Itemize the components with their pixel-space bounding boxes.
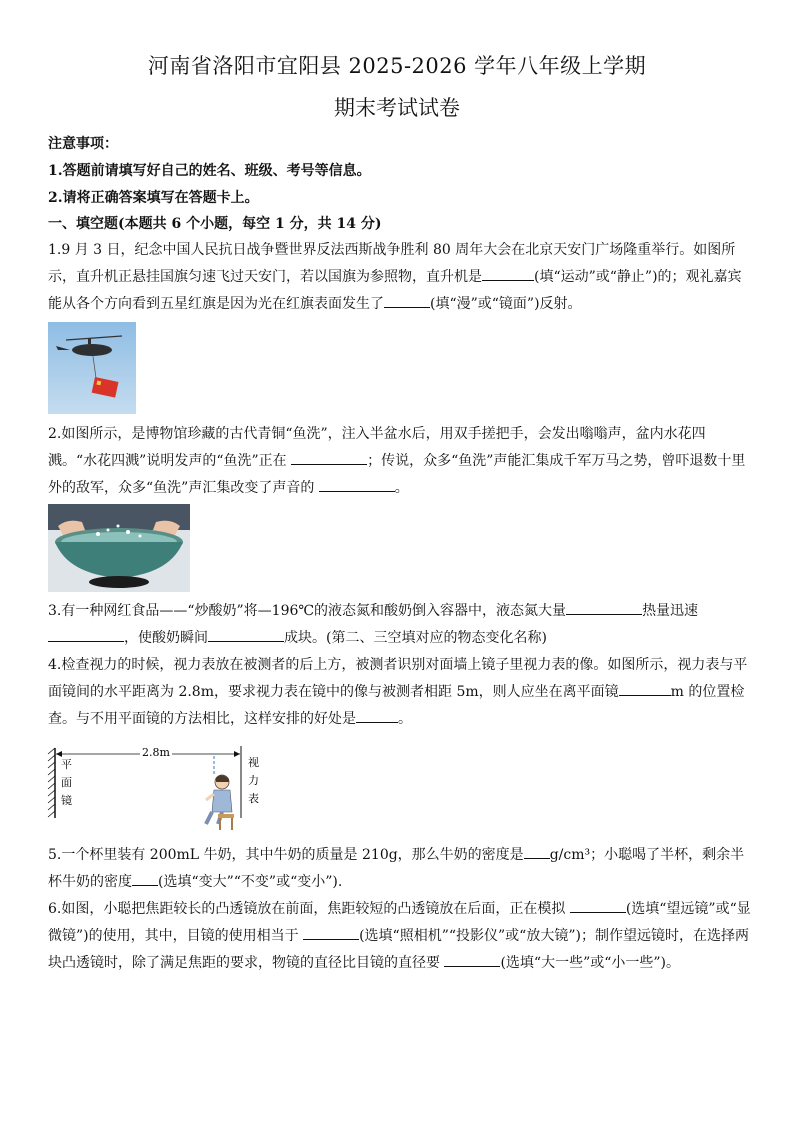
answer-blank [570,896,626,913]
answer-blank [291,448,367,465]
question-4: 4.检查视力的时候，视力表放在被测者的后上方，被测者识别对面墙上镜子里视力表的像。如图所示，视力表与平面镜间的水平距离为 2.8m，要求视力表在镜中的像与被测者相距 5m，则人应坐在离平面镜 m 的位置检查。与不用平面镜的方法相比，这样安排的好处是 。 [48,657,748,727]
question-6: 6.如图，小聪把焦距较长的凸透镜放在前面，焦距较短的凸透镜放在后面，正在模拟 (选填“望远镜”或“显微镜”)的使用，其中，目镜的使用相当于 (选填“照相机”“投影仪”或“放大镜”)；制作望远镜时，在选择两块凸透镜时，除了满足焦距的要求，物镜的直径比目镜的直径要 (选填“大一些”或“小一些”)。 [48,896,754,977]
exam-title: 河南省洛阳市宜阳县 2025-2026 学年八年级上学期 [147,54,647,78]
answer-blank [566,598,642,615]
vision-test-diagram [46,744,276,836]
mirror-label-1: 平 [61,758,72,771]
section-heading: 一、填空题(本题共 6 个小题，每空 1 分，共 14 分) [48,216,382,232]
question-3: 3.有一种网红食品——“炒酸奶”将—196℃的液态氮和酸奶倒入容器中，液态氮大量 热量迅速 ，使酸奶瞬间 成块。(第二、三空填对应的物态变化名称) [48,598,754,652]
mirror-label-2: 面 [61,776,72,789]
question-5: 5.一个杯里装有 200mL 牛奶，其中牛奶的质量是 210g，那么牛奶的密度是 g/cm³；小聪喝了半杯，剩余半杯牛奶的密度 (选填“变大”“不变”或“变小”). [48,842,754,896]
exam-subtitle: 期末考试试卷 [334,96,460,120]
mirror-label-3: 镜 [61,794,72,807]
question-2: 2.如图所示，是博物馆珍藏的古代青铜“鱼洗”，注入半盆水后，用双手搓把手，会发出嗡嗡声，盆内水花四溅。“水花四溅”说明发声的“鱼洗”正在 ；传说，众多“鱼洗”声能汇集成千军万马之势，曾吓退数十里外的敌军，众多“鱼洗”声汇集改变了声音的 。 [48,426,746,496]
answer-blank [319,475,395,492]
chart-label-3: 表 [248,792,259,805]
answer-blank [303,923,359,940]
fish-basin-photo [48,504,190,592]
answer-blank [356,706,398,723]
answer-blank [444,950,500,967]
question-1: 1.9 月 3 日，纪念中国人民抗日战争暨世界反法西斯战争胜利 80 周年大会在北京天安门广场隆重举行。如图所示，直升机正悬挂国旗匀速飞过天安门，若以国旗为参照物，直升机是 (填“运动”或“静止”)的；观礼嘉宾能从各个方向看到五星红旗是因为光在红旗表面发生了 (填“漫”或“镜面”)反射。 [48,242,742,312]
answer-blank [619,679,671,696]
answer-blank [384,291,430,308]
answer-blank [208,625,284,642]
helicopter-flag-photo [48,322,136,414]
distance-label: 2.8m [142,746,170,759]
answer-blank [132,869,158,886]
note-item-1: 1.答题前请填写好自己的姓名、班级、考号等信息。 [48,163,371,179]
answer-blank [482,264,534,281]
answer-blank [524,842,550,859]
answer-blank [48,625,124,642]
chart-label-2: 力 [248,774,259,787]
notes-heading: 注意事项： [48,136,118,152]
chart-label-1: 视 [248,756,259,769]
note-item-2: 2.请将正确答案填写在答题卡上。 [48,190,259,206]
